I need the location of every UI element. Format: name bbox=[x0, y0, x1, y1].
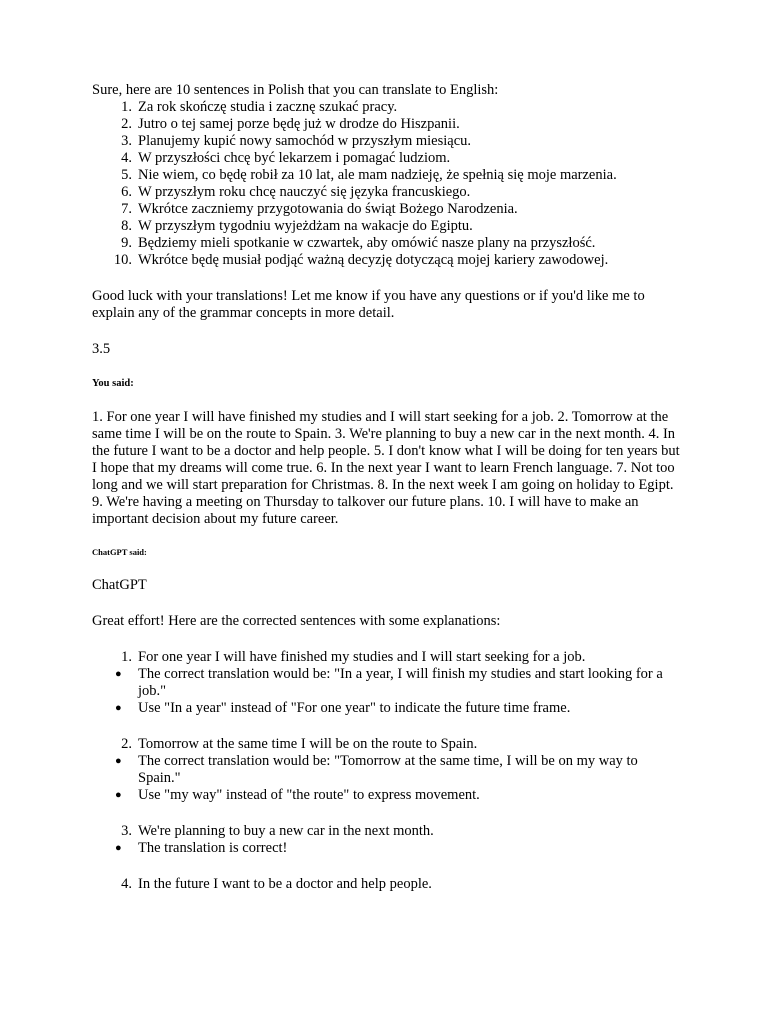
correction-notes bbox=[92, 666, 682, 717]
you-said-label: You said: bbox=[92, 378, 134, 389]
correction-notes bbox=[92, 840, 682, 857]
list-item: 10. Wkrótce będę musiał podjąć ważną decyzję dotyczącą mojej kariery zawodowej. bbox=[113, 252, 609, 268]
list-item: 8. W przyszłym tygodniu wyjeżdżam na wakacje do Egiptu. bbox=[121, 218, 473, 234]
list-item: 2. Jutro o tej samej porze będę już w drodze do Hiszpanii. bbox=[121, 116, 460, 132]
chatgpt-name: ChatGPT bbox=[92, 577, 147, 593]
bullet-icon: ● bbox=[115, 842, 122, 854]
good-luck-text: Good luck with your translations! Let me know if you have any questions or if you'd like me to explain any of the grammar concepts in more detail. bbox=[92, 288, 645, 321]
correction-notes bbox=[92, 753, 682, 804]
correction-sentence: 2. Tomorrow at the same time I will be on the route to Spain. bbox=[121, 736, 478, 752]
document-page bbox=[92, 82, 682, 893]
list-item: ● The translation is correct! bbox=[115, 840, 288, 856]
bullet-icon: ● bbox=[115, 755, 122, 767]
list-item: ● The correct translation would be: "In a year, I will finish my studies and start looking for a job." bbox=[115, 666, 663, 699]
list-item: ● Use "In a year" instead of "For one year" to indicate the future time frame. bbox=[115, 700, 571, 716]
list-item: 6. W przyszłym roku chcę nauczyć się języka francuskiego. bbox=[121, 184, 471, 200]
intro-text: Sure, here are 10 sentences in Polish that you can translate to English: bbox=[92, 82, 499, 98]
bullet-icon: ● bbox=[115, 789, 122, 801]
response-intro: Great effort! Here are the corrected sentences with some explanations: bbox=[92, 613, 501, 629]
polish-sentence-list bbox=[92, 99, 682, 269]
correction-sentence: 4. In the future I want to be a doctor and help people. bbox=[121, 876, 432, 892]
list-item: 9. Będziemy mieli spotkanie w czwartek, aby omówić nasze plany na przyszłość. bbox=[121, 235, 596, 251]
list-item: 4. W przyszłości chcę być lekarzem i pomagać ludziom. bbox=[121, 150, 451, 166]
list-item: 3. Planujemy kupić nowy samochód w przyszłym miesiącu. bbox=[121, 133, 472, 149]
chatgpt-said-label: ChatGPT said: bbox=[92, 547, 147, 557]
list-item: ● Use "my way" instead of "the route" to express movement. bbox=[115, 787, 480, 803]
user-message: 1. For one year I will have finished my studies and I will start seeking for a job. 2. Tomorrow at the same time I will be on the route to Spain. 3. We're planning to buy a new car in the next month. 4. In the future I want to be a doctor and help people. 5. I don't know what I will be doing for ten years but I hope that my dreams will come true. 6. In the next year I want to learn French language. 7. Not too long and we will start preparation for Christmas. 8. In the next week I am going on holiday to Egipt. 9. We're having a meeting on Thursday to talkover our future plans. 10. I will have to make an important decision about my future career. bbox=[92, 409, 680, 527]
model-version: 3.5 bbox=[92, 341, 111, 357]
list-item: 5. Nie wiem, co będę robił za 10 lat, ale mam nadzieję, że spełnią się moje marzenia. bbox=[121, 167, 617, 183]
bullet-icon: ● bbox=[115, 668, 122, 680]
bullet-icon: ● bbox=[115, 702, 122, 714]
list-item: ● The correct translation would be: "Tomorrow at the same time, I will be on my way to Spain." bbox=[115, 753, 638, 786]
correction-sentence: 3. We're planning to buy a new car in the next month. bbox=[121, 823, 434, 839]
list-item: 7. Wkrótce zaczniemy przygotowania do świąt Bożego Narodzenia. bbox=[121, 201, 518, 217]
list-item: 1. Za rok skończę studia i zacznę szukać pracy. bbox=[121, 99, 398, 115]
correction-sentence: 1. For one year I will have finished my studies and I will start seeking for a job. bbox=[121, 649, 586, 665]
